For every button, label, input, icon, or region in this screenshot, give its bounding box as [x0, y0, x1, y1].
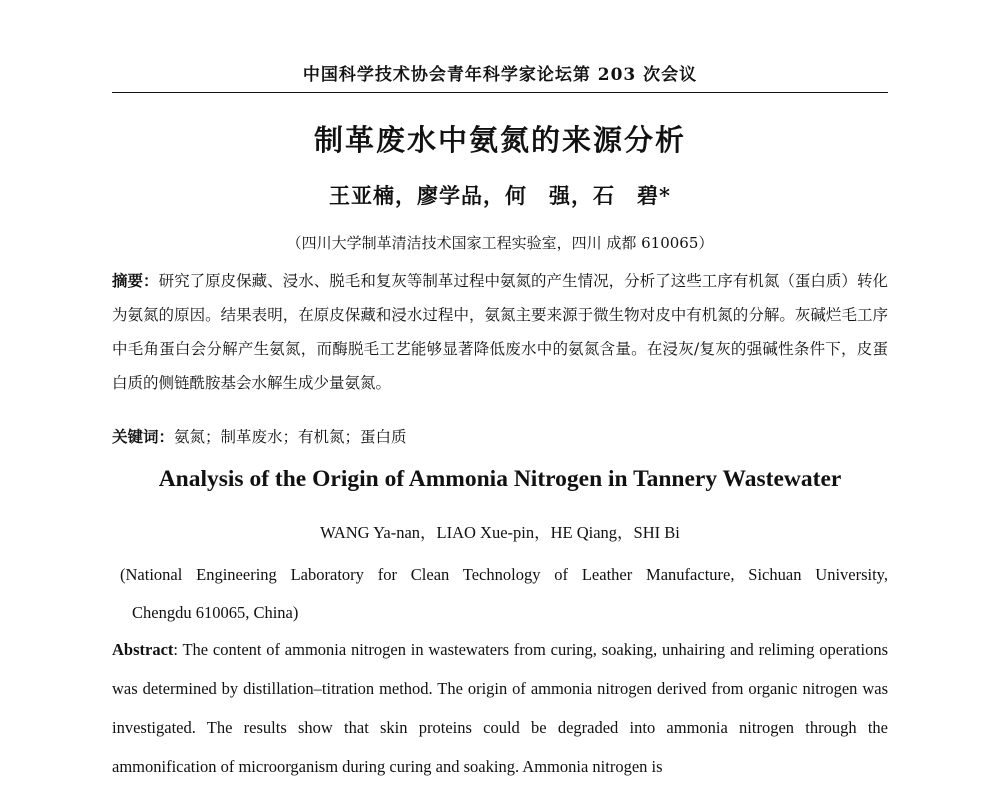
chinese-authors: 王亚楠，廖学品，何 强，石 碧*: [329, 183, 671, 208]
chinese-keywords: [112, 420, 888, 454]
chinese-keywords-text: 氨氮；制革废水；有机氮；蛋白质: [174, 428, 407, 446]
chinese-abstract-text: 研究了原皮保藏、浸水、脱毛和复灰等制革过程中氨氮的产生情况，分析了这些工序有机氮（蛋白质）转化为氨氮的原因。结果表明，在原皮保藏和浸水过程中，氨氮主要来源于微生物对皮中有机氮的分解。灰碱烂毛工序中毛角蛋白会分解产生氨氮，而酶脱毛工艺能够显著降低废水中的氨氮含量。在浸灰/复灰的强碱性条件下，皮蛋白质的侧链酰胺基会水解生成少量氨氮。: [112, 272, 888, 392]
chinese-abstract-label: 摘要：: [112, 271, 159, 290]
chinese-keywords-label: 关键词：: [112, 427, 175, 446]
running-header: 中国科学技术协会青年科学家论坛第 203 次会议: [302, 65, 698, 85]
english-affiliation: [112, 556, 888, 632]
english-title: Analysis of the Origin of Ammonia Nitrogen in Tannery Wastewater: [158, 466, 842, 492]
english-affiliation-line2: Chengdu 610065, China): [132, 603, 299, 622]
english-affiliation-line1: (National Engineering Laboratory for Clean Technology of Leather Manufacture, Sichuan University,: [120, 565, 888, 584]
chinese-title: 制革废水中氨氮的来源分析: [313, 123, 686, 157]
chinese-abstract: [112, 264, 888, 400]
english-abstract-label: Abstract: [112, 640, 174, 659]
chinese-affiliation: （四川大学制革清洁技术国家工程实验室，四川 成都 610065）: [286, 234, 714, 252]
header-rule: [112, 92, 888, 93]
english-abstract-text: : The content of ammonia nitrogen in wastewaters from curing, soaking, unhairing and reliming operations was determined by distillation–titration method. The origin of ammonia nitrogen derived from organic nitrogen was investigated. The results show that skin proteins could be degraded into ammonia nitrogen through the ammonification of microorganism during curing and soaking. Ammonia nitrogen is: [112, 640, 888, 776]
english-authors: WANG Ya-nan，LIAO Xue-pin，HE Qiang，SHI Bi: [320, 523, 680, 542]
english-abstract: [112, 630, 888, 786]
